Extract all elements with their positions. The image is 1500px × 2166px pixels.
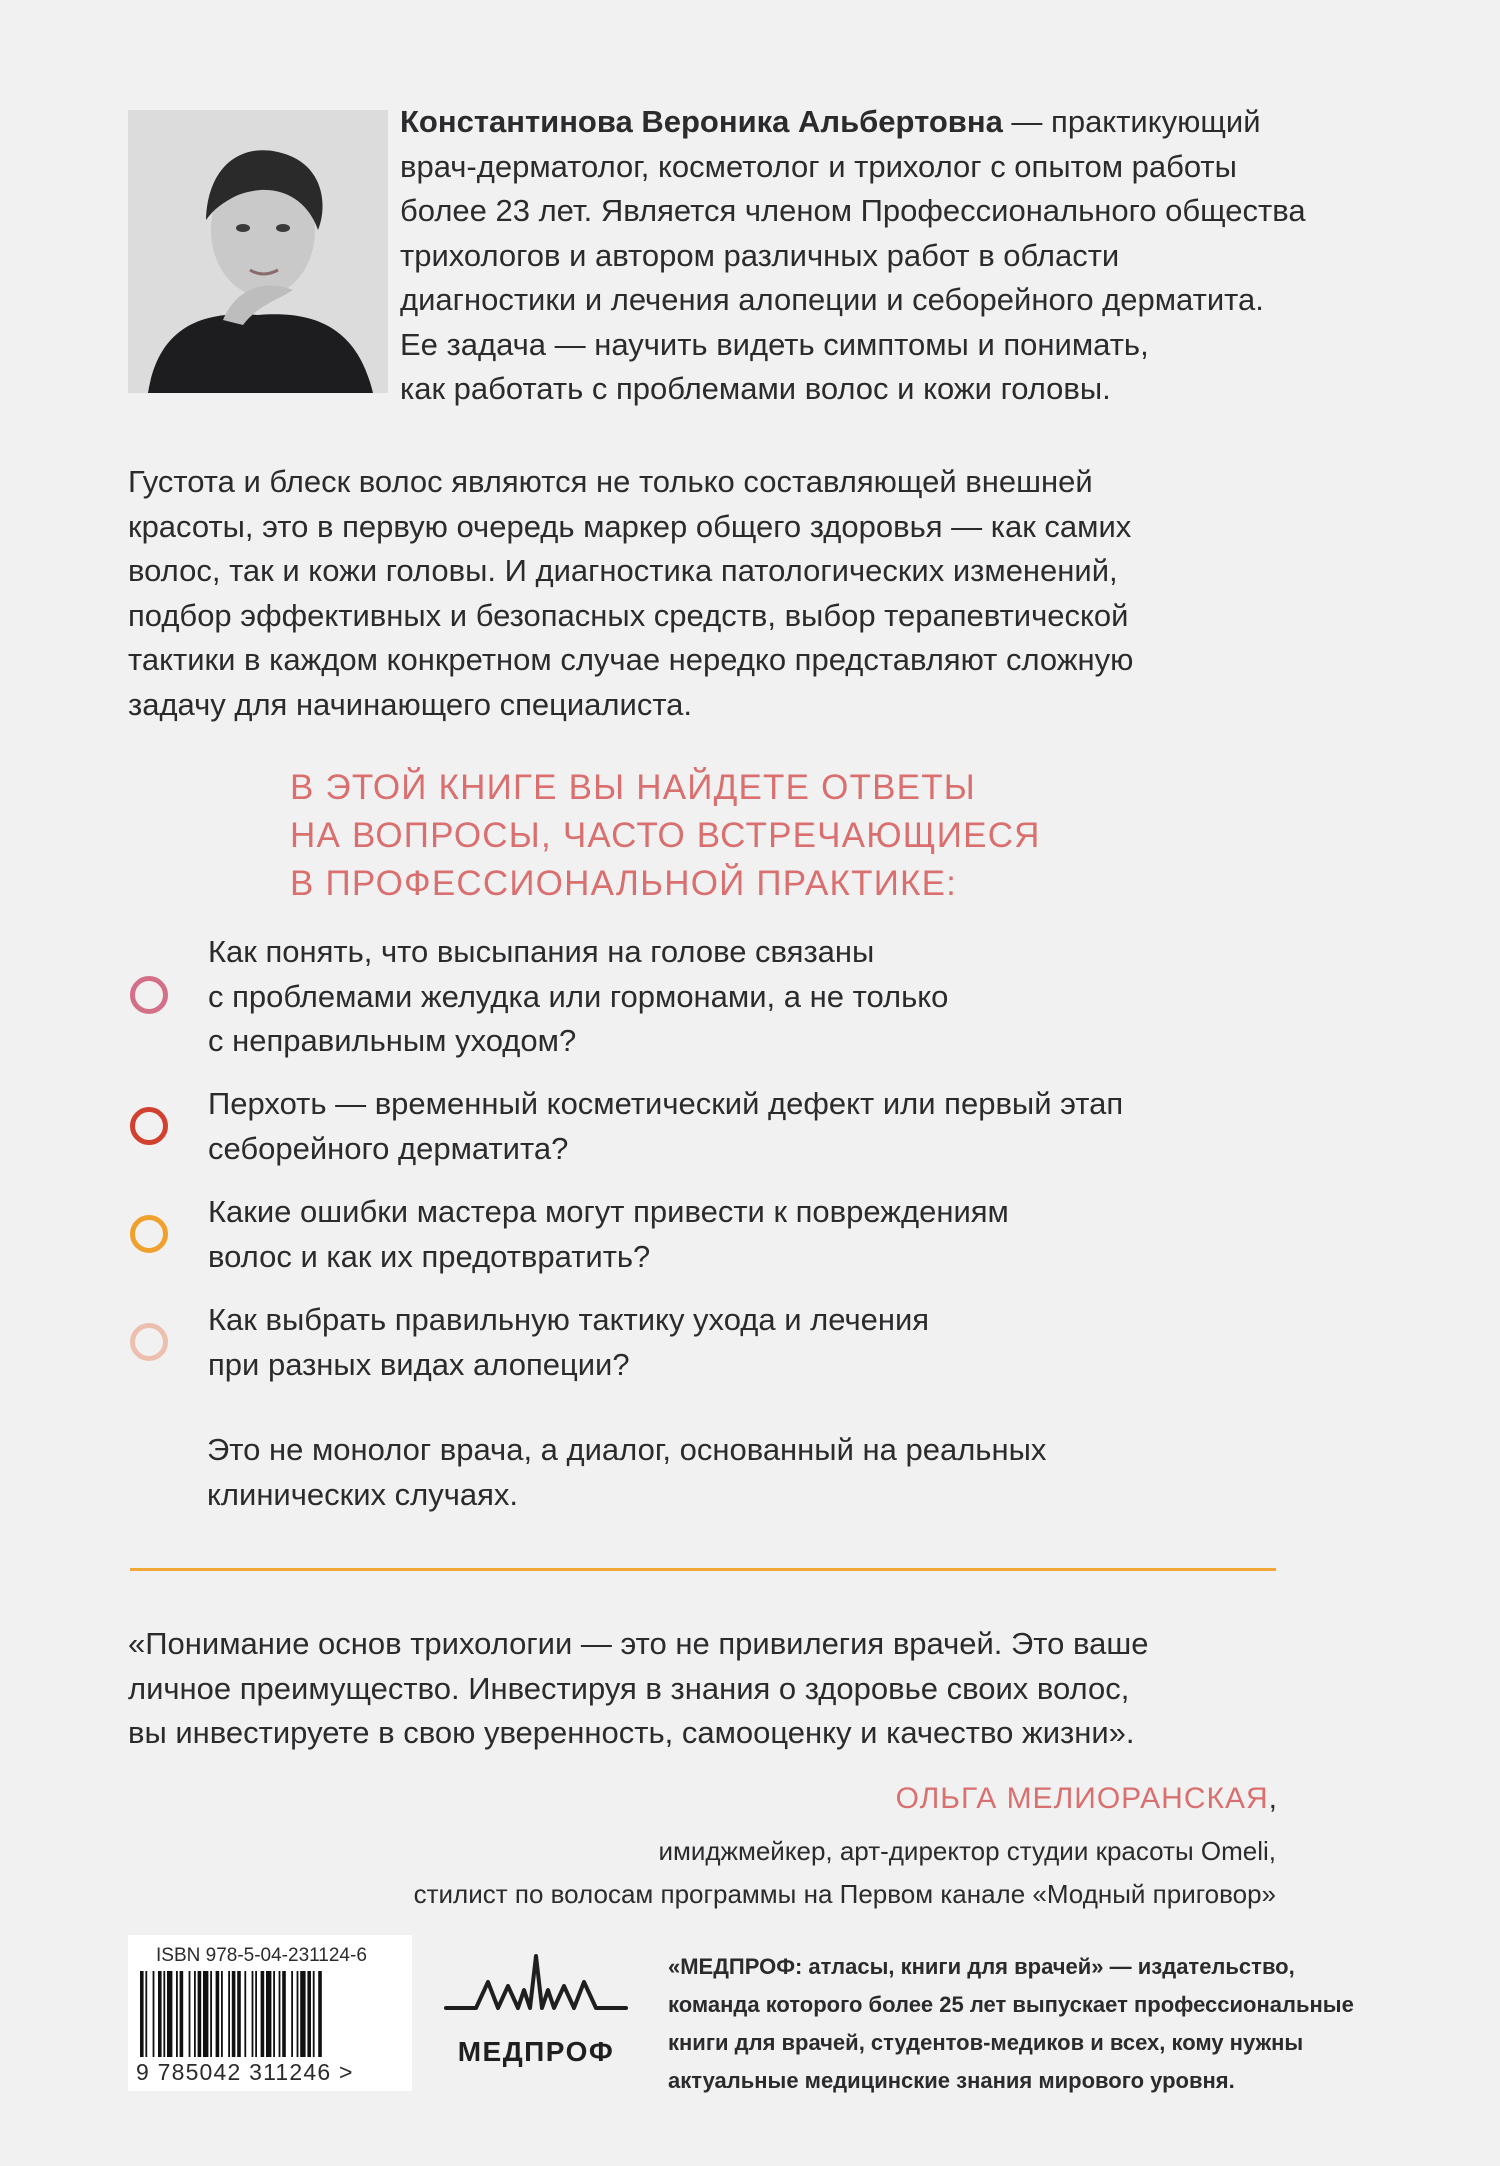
question-text: [208, 1298, 1268, 1387]
author-photo: [128, 110, 388, 393]
question-line: при разных видах алопеции?: [208, 1346, 630, 1382]
quote-author-name: [896, 1782, 1278, 1816]
circle-marker-icon: [130, 976, 168, 1014]
quote-author-comma: ,: [1268, 1782, 1278, 1815]
author-bio-line: Ее задача — научить видеть симптомы и понимать,: [400, 326, 1149, 362]
publisher-line: команда которого более 25 лет выпускает профессиональные: [668, 1992, 1354, 2017]
intro-line: задачу для начинающего специалиста.: [128, 686, 693, 722]
quote-line: личное преимущество. Инвестируя в знания о здоровье своих волос,: [128, 1670, 1130, 1706]
question-line: Как понять, что высыпания на голове связаны: [208, 934, 875, 969]
intro-line: тактики в каждом конкретном случае нередко представляют сложную: [128, 642, 1134, 677]
logo-text: МЕДПРОФ: [457, 2036, 615, 2067]
barcode-bars-icon: [138, 1971, 402, 2059]
question-line: Перхоть — временный косметический дефект или первый этап: [208, 1086, 1124, 1121]
closing-line: клинических случаях.: [207, 1476, 519, 1512]
circle-marker-icon: [130, 1323, 168, 1361]
question-text: [208, 1082, 1268, 1171]
author-bio-line: более 23 лет. Является членом Профессионального общества: [400, 193, 1306, 228]
author-bio: [400, 100, 1360, 412]
circle-marker-icon: [130, 1215, 168, 1253]
isbn-number: ISBN 978-5-04-231124-6: [156, 1945, 367, 1966]
author-portrait-image: [128, 110, 388, 393]
closing-paragraph: [207, 1428, 1307, 1517]
intro-line: подбор эффективных и безопасных средств, выбор терапевтической: [128, 597, 1129, 633]
author-bio-line: врач-дерматолог, косметолог и трихолог с опытом работы: [400, 148, 1237, 184]
intro-line: Густота и блеск волос являются не только составляющей внешней: [128, 464, 1093, 499]
question-text: [208, 1190, 1268, 1279]
testimonial-quote: [128, 1622, 1378, 1756]
highlight-line: В ЭТОЙ КНИГЕ ВЫ НАЙДЕТЕ ОТВЕТЫ: [290, 768, 976, 807]
intro-line: красоты, это в первую очередь маркер общего здоровья — как самих: [128, 508, 1132, 544]
quote-author-name-text: ОЛЬГА МЕЛИОРАНСКАЯ: [895, 1782, 1269, 1815]
publisher-line: книги для врачей, студентов-медиков и всех, кому нужны: [668, 2030, 1304, 2055]
question-line: с проблемами желудка или гормонами, а не только: [208, 978, 949, 1014]
question-line: Как выбрать правильную тактику ухода и лечения: [208, 1302, 930, 1337]
quote-line: вы инвестируете в свою уверенность, самооценку и качество жизни».: [128, 1715, 1135, 1750]
skyline-logo-icon: [436, 1950, 636, 2030]
highlight-heading: [290, 764, 1190, 908]
role-line: стилист по волосам программы на Первом канале «Модный приговор»: [413, 1879, 1276, 1909]
author-bio-line: — практикующий: [1002, 104, 1261, 139]
divider: [130, 1568, 1276, 1571]
publisher-description: [668, 1948, 1388, 2100]
circle-marker-icon: [130, 1107, 168, 1145]
publisher-line: «МЕДПРОФ: атласы, книги для врачей» — издательство,: [668, 1954, 1295, 1979]
question-line: Какие ошибки мастера могут привести к повреждениям: [208, 1194, 1009, 1229]
author-name: Константинова Вероника Альбертовна: [400, 104, 1003, 139]
highlight-line: В ПРОФЕССИОНАЛЬНОЙ ПРАКТИКЕ:: [290, 864, 958, 903]
quote-line: «Понимание основ трихологии — это не привилегия врачей. Это ваше: [128, 1626, 1149, 1661]
intro-paragraph: [128, 460, 1368, 727]
intro-line: волос, так и кожи головы. И диагностика патологических изменений,: [128, 553, 1118, 588]
role-line: имиджмейкер, арт-директор студии красоты Omeli,: [658, 1836, 1276, 1866]
closing-line: Это не монолог врача, а диалог, основанный на реальных: [207, 1432, 1047, 1467]
quote-author-role: [276, 1830, 1276, 1916]
question-line: себорейного дерматита?: [208, 1130, 569, 1166]
medprof-logo: [436, 1950, 636, 2070]
author-bio-line: трихологов и автором различных работ в области: [400, 237, 1120, 273]
author-bio-line: диагностики и лечения алопеции и себорейного дерматита.: [400, 282, 1264, 317]
author-bio-line: как работать с проблемами волос и кожи головы.: [400, 371, 1111, 406]
isbn-barcode: [128, 1935, 412, 2091]
question-text: [208, 930, 1268, 1064]
barcode-digits: 9 785042 311246 >: [136, 2059, 354, 2085]
question-line: волос и как их предотвратить?: [208, 1238, 651, 1274]
question-line: с неправильным уходом?: [208, 1023, 577, 1058]
publisher-line: актуальные медицинские знания мирового уровня.: [668, 2068, 1235, 2093]
highlight-line: НА ВОПРОСЫ, ЧАСТО ВСТРЕЧАЮЩИЕСЯ: [290, 816, 1041, 855]
